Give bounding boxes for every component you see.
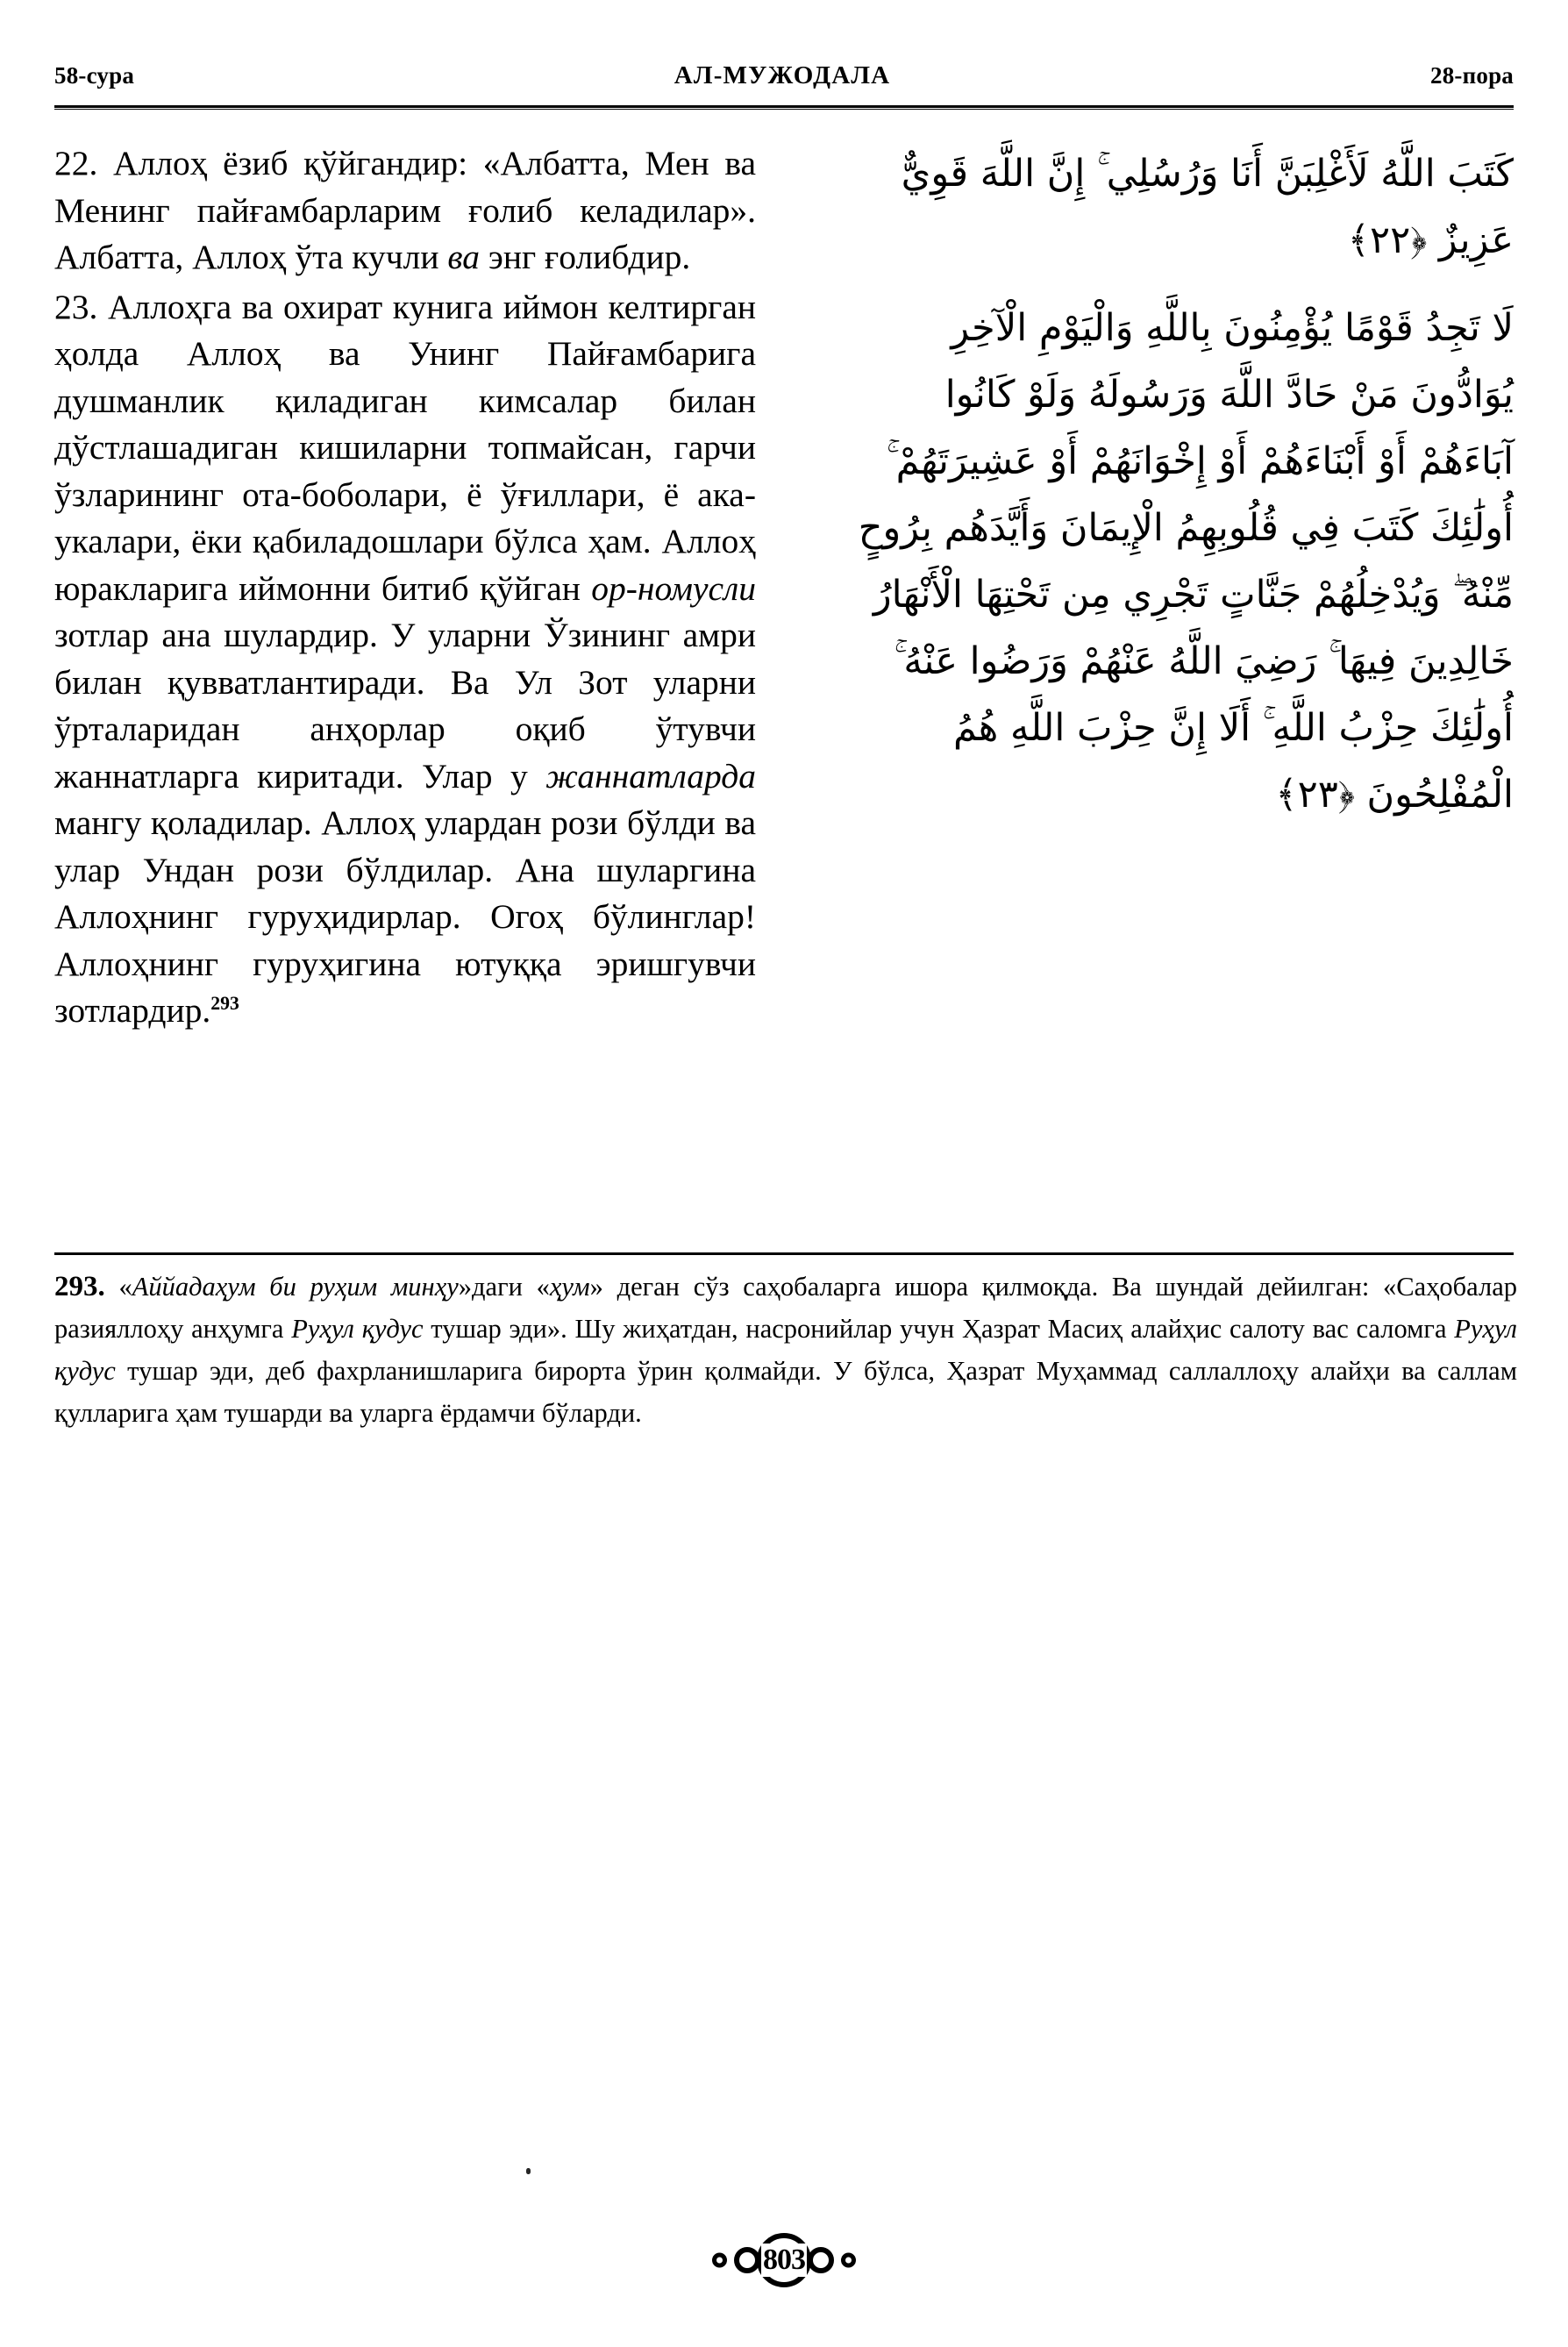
footnote-number: 293. (54, 1271, 105, 1302)
footnote-block (54, 1266, 1517, 1434)
page-speck (526, 2168, 531, 2174)
running-head-para: 28-пора (1430, 62, 1514, 89)
verse-23-italic-1: ор-номусли (591, 568, 756, 608)
page-number: 803 (763, 2244, 805, 2276)
footnote-italic-3: Руҳул қудус (291, 1314, 424, 1344)
arabic-verse-22: كَتَبَ اللَّهُ لَأَغْلِبَنَّ أَنَا وَرُسُلِي ۚ إِنَّ اللَّهَ قَوِيٌّ عَزِيزٌ ﴿٢٢﴾ (901, 152, 1514, 262)
verse-23-text-2: зотлар ана шулардир. У уларни Ўзининг амри билан қувватлантиради. Ва Ул Зот уларни ўрталаридан анҳорлар оқиб ўтувчи жаннатларга киритади. Улар у (54, 616, 756, 795)
footnote-text-3: » деган сўз саҳобаларга ишора қилмоқда. Ва шундай дейилган: «Саҳобалар разияллоҳу анҳумга (54, 1272, 1518, 1344)
running-head-sura: 58-сура (54, 62, 135, 89)
footnote-italic-2: ҳум (549, 1272, 590, 1302)
page-footer (0, 2228, 1568, 2293)
footnote-text-2: »даги « (458, 1272, 550, 1302)
folio-ornament-icon (709, 2228, 859, 2293)
running-head (54, 61, 1514, 90)
verse-23-paragraph (54, 284, 756, 1035)
footnote-text-4: тушар эди». Шу жиҳатдан, насронийлар учун Ҳазрат Масиҳ алайҳис салоту вас саломга (423, 1314, 1455, 1344)
verse-22-number: 22. (54, 144, 98, 182)
footnote-italic-1: Аййадаҳум би руҳим минҳу (132, 1272, 459, 1302)
folio-lobe-left (734, 2247, 760, 2273)
verse-22-italic-1: ва (447, 238, 480, 276)
footnote-text-5: тушар эди, деб фахрланишларига бирорта ўрин қолмайди. У бўлса, Ҳазрат Муҳаммад саллаллоҳу алайҳи ва саллам қулларига ҳам тушарди ва уларга ёрдамчи бўларди. (54, 1356, 1517, 1428)
folio-tip-right (841, 2253, 856, 2268)
footnote-reference-293[interactable]: 293 (210, 992, 239, 1014)
footnote-text-1: « (118, 1272, 132, 1302)
verse-23-text-1: Аллоҳга ва охират кунига иймон келтирган ҳолда Аллоҳ ва Унинг Пайғамбарига душманлик қиладиган кимсалар билан дўстлашадиган кишиларни топмайсан, гарчи ўзларининг ота-боболари, ё ўғиллари, ё ака-укалари, ёки қабиладошлари бўлса ҳам. Аллоҳ юракларига иймонни битиб қўйган (54, 287, 756, 608)
verse-22-text-2: энг ғолибдир. (479, 238, 691, 276)
arabic-text-column (847, 140, 1514, 828)
uzbek-translation-column (54, 140, 756, 1035)
verse-22-text-1: Аллоҳ ёзиб қўйгандир: «Албатта, Мен ва Менинг пайғамбарларим ғолиб келадилар». Албатта, Аллоҳ ўта кучли (54, 144, 757, 276)
verse-22-paragraph (54, 140, 756, 282)
verse-23-number: 23. (54, 287, 98, 326)
arabic-verse-23: لَا تَجِدُ قَوْمًا يُؤْمِنُونَ بِاللَّهِ وَالْيَوْمِ الْآخِرِ يُوَادُّونَ مَنْ حَادَّ اللَّهَ وَرَسُولَهُ وَلَوْ كَانُوا آبَاءَهُمْ أَوْ أَبْنَاءَهُمْ أَوْ إِخْوَانَهُمْ أَوْ عَشِيرَتَهُمْ ۚ أُولَٰئِكَ كَتَبَ فِي قُلُوبِهِمُ الْإِيمَانَ وَأَيَّدَهُم بِرُوحٍ مِّنْهُ ۖ وَيُدْخِلُهُمْ جَنَّاتٍ تَجْرِي مِن تَحْتِهَا الْأَنْهَارُ خَالِدِينَ فِيهَا ۚ رَضِيَ اللَّهُ عَنْهُمْ وَرَضُوا عَنْهُ ۚ أُولَٰئِكَ حِزْبُ اللَّهِ ۚ أَلَا إِنَّ حِزْبَ اللَّهِ هُمُ الْمُفْلِحُونَ ﴿٢٣﴾ (858, 306, 1514, 817)
header-divider (54, 105, 1514, 110)
running-head-sura-name: АЛ-МУЖОДАЛА (674, 61, 891, 89)
verse-23-text-3: мангу қоладилар. Аллоҳ улардан рози бўлди ва улар Ундан рози бўлдилар. Ана шуларгина Аллоҳнинг гуруҳидирлар. Огоҳ бўлинглар! Аллоҳнинг гуруҳигина ютуққа эришгувчи зотлардир. (54, 803, 756, 1030)
footnote-divider (54, 1252, 1514, 1255)
folio-lobe-right (808, 2247, 834, 2273)
verse-23-italic-2: жаннатларда (545, 756, 756, 795)
body-columns (54, 140, 1514, 1219)
footnote-italic-4: Руҳул қудус (54, 1314, 1517, 1386)
folio-tip-left (712, 2253, 727, 2268)
